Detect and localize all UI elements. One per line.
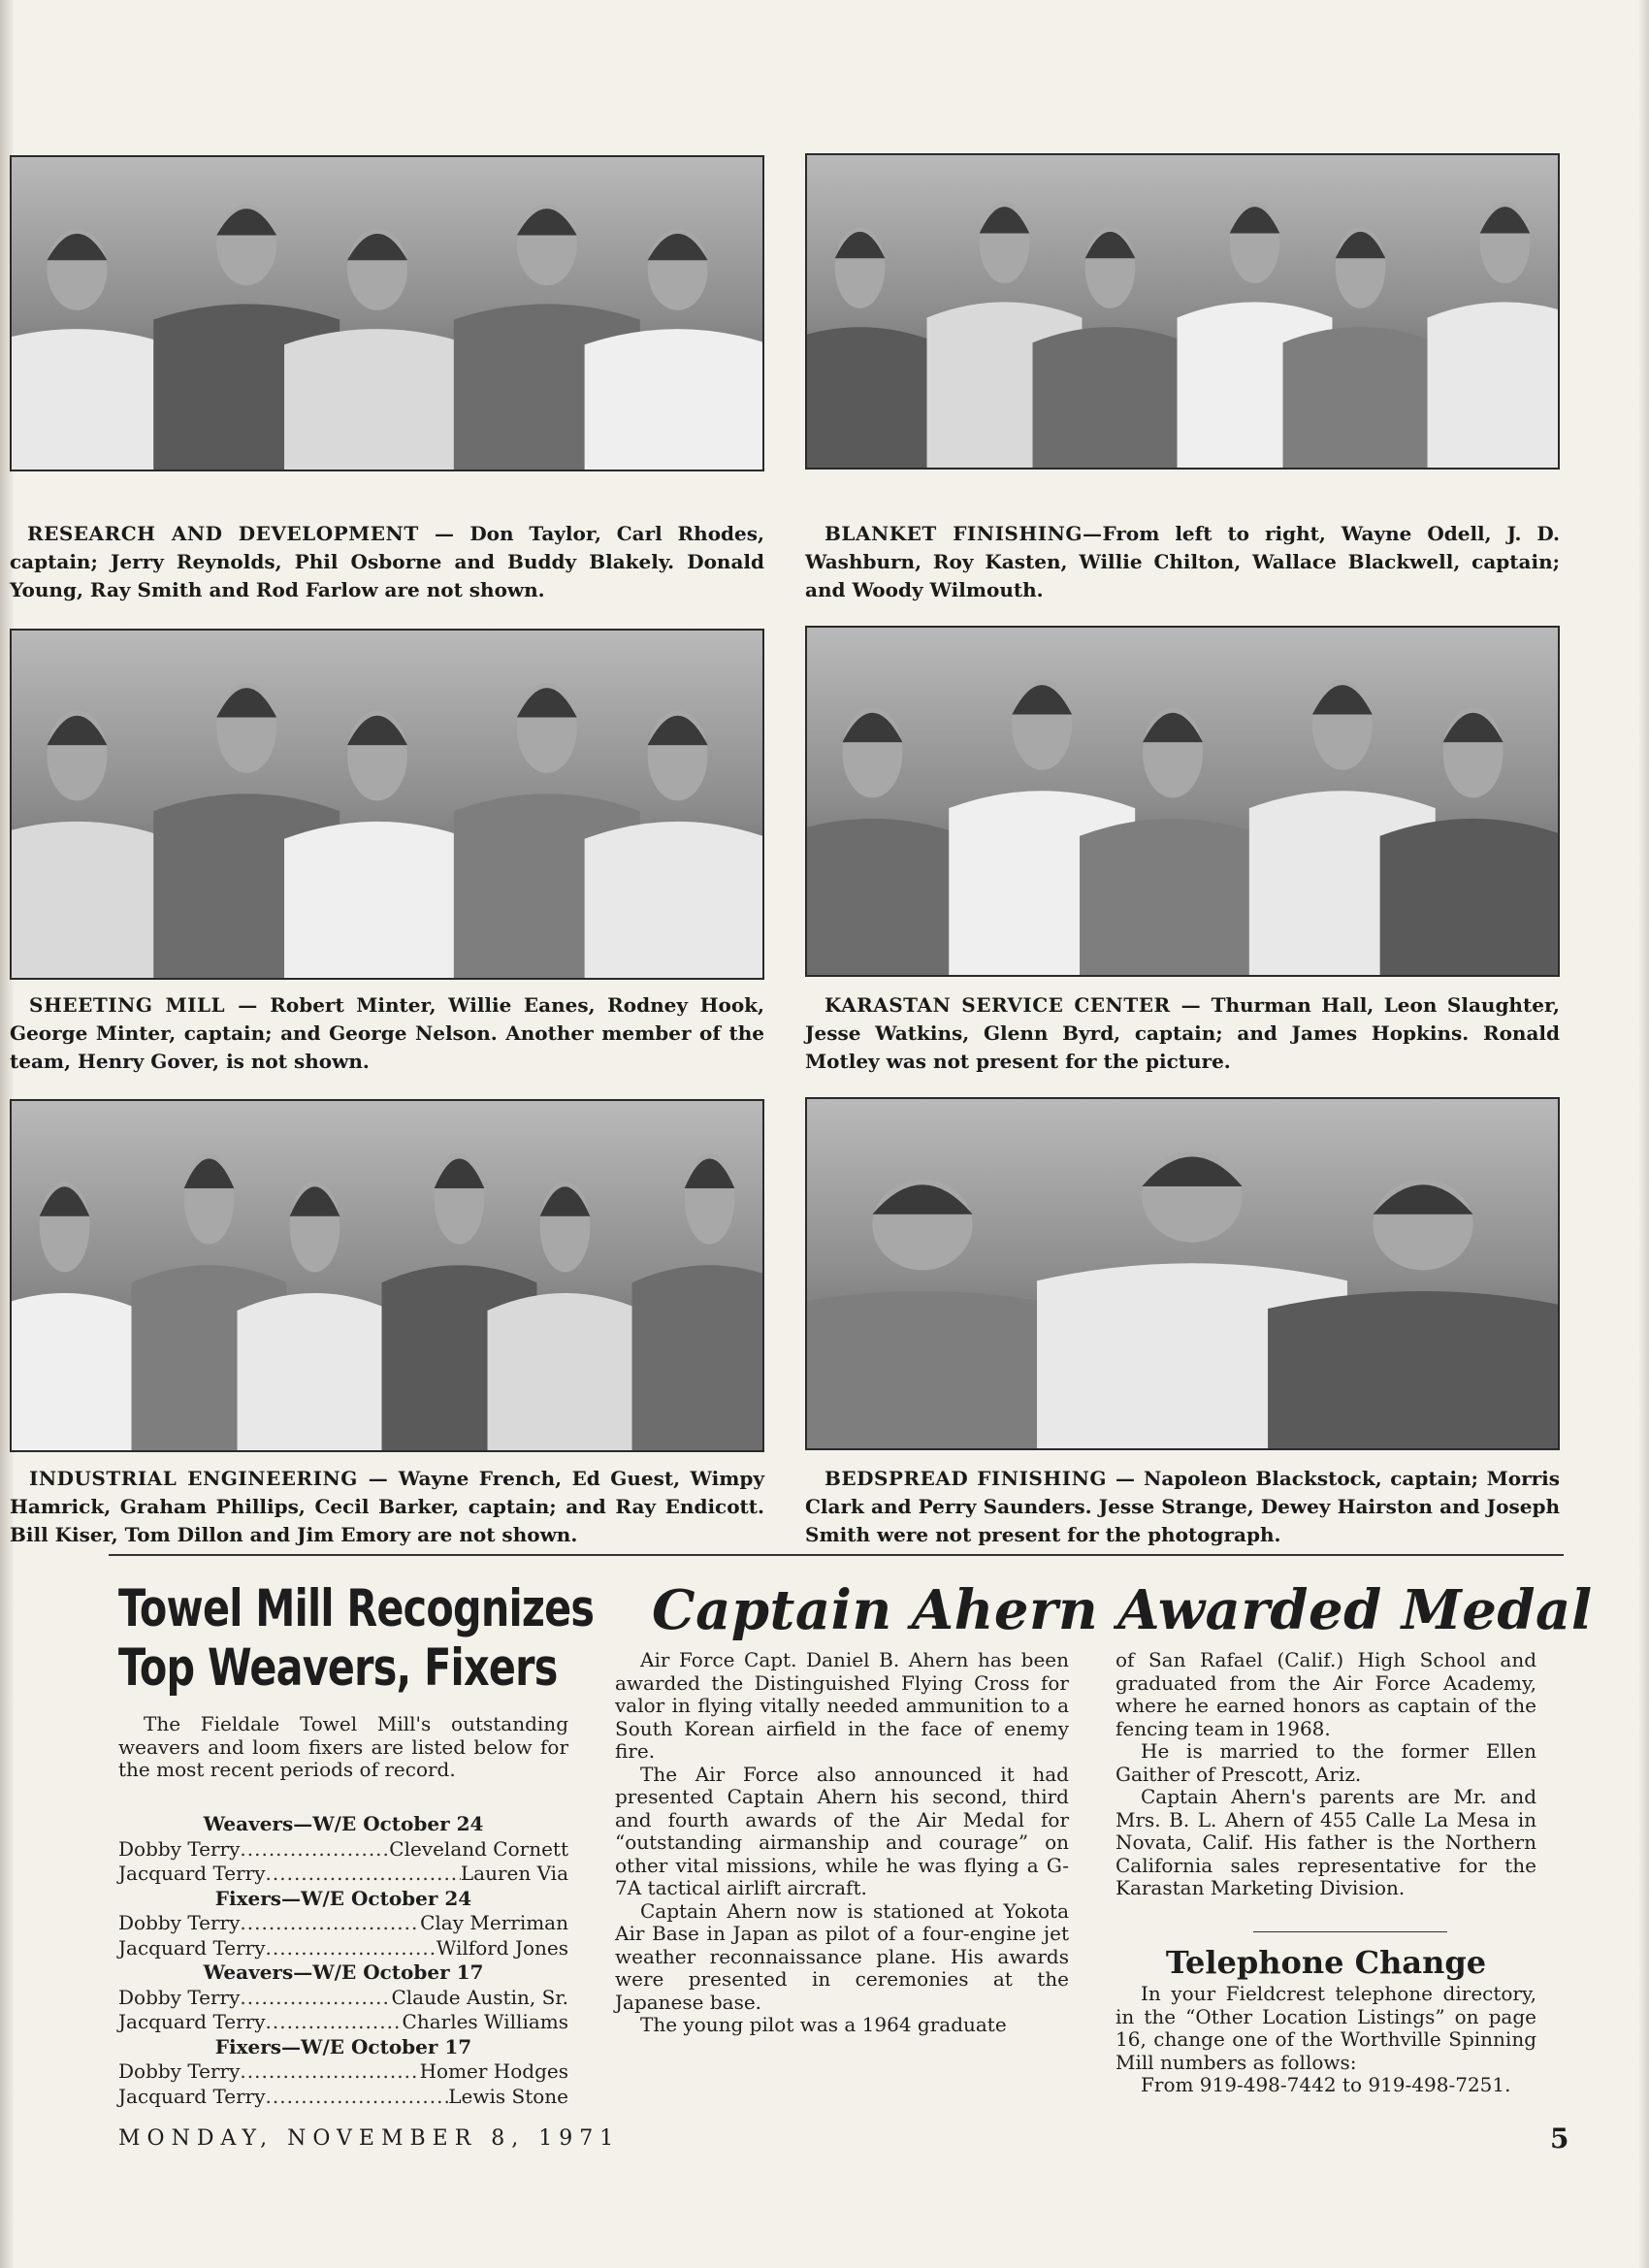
photo-industrial-engineering xyxy=(10,1099,764,1452)
group-photo-image xyxy=(12,1101,762,1450)
employee-name: Cleveland Cornett xyxy=(389,1836,568,1861)
listing-period-heading: Weavers—W/E October 24 xyxy=(203,1812,484,1835)
caption-head: RESEARCH AND DEVELOPMENT — xyxy=(27,522,455,545)
telephone-change-body xyxy=(1116,1983,1536,2097)
ahern-column-1 xyxy=(615,1649,1069,2037)
dot-leader xyxy=(266,1936,436,1961)
dot-leader xyxy=(266,2010,403,2035)
caption-research-and-development xyxy=(10,520,764,604)
employee-name: Lauren Via xyxy=(460,1862,568,1885)
photo-sheeting-mill xyxy=(10,629,764,980)
loom-type: Dobby Terry xyxy=(118,1985,241,2009)
caption-text: Wayne French, Ed Guest, Wimpy Hamrick, Graham Phillips, Cecil Barker, captain; and Ray Endicott. Bill Kiser, Tom Dillon and Jim Emory are not shown. xyxy=(10,1467,764,1546)
caption-head: BEDSPREAD FINISHING — xyxy=(824,1467,1136,1490)
group-photo-image xyxy=(12,631,762,978)
towel-mill-intro xyxy=(118,1713,568,1782)
ahern-column-2 xyxy=(1116,1649,1536,1900)
page-edge-right xyxy=(1639,0,1649,2268)
loom-type: Dobby Terry xyxy=(118,2059,241,2083)
caption-text: Don Taylor, Carl Rhodes, captain; Jerry Reynolds, Phil Osborne and Buddy Blakely. Donald Young, Ray Smith and Rod Farlow are not shown. xyxy=(10,522,764,601)
listing-period-heading: Fixers—W/E October 17 xyxy=(214,2034,472,2058)
article-paragraph: The young pilot was a 1964 graduate xyxy=(640,2013,1007,2036)
article-paragraph: The Air Force also announced it had presented Captain Ahern his second, third and fourth awards of the Air Medal for “outstanding airmanship and courage” on other vital missions, while he was flying a G-7A tactical airlift aircraft. xyxy=(615,1762,1069,1899)
listing-row xyxy=(118,1911,568,1936)
group-photo-image xyxy=(807,1099,1558,1448)
loom-type: Dobby Terry xyxy=(118,1911,241,1934)
article-paragraph: of San Rafael (Calif.) High School and graduated from the Air Force Academy, where he earned honors as captain of the fencing team in 1968. xyxy=(1116,1648,1536,1740)
listing-row xyxy=(118,1986,568,2011)
caption-bedspread-finishing xyxy=(805,1465,1560,1549)
section-divider xyxy=(109,1554,1564,1556)
caption-head: SHEETING MILL — xyxy=(29,993,258,1017)
caption-industrial-engineering xyxy=(10,1465,764,1549)
article-paragraph: He is married to the former Ellen Gaither of Prescott, Ariz. xyxy=(1116,1739,1536,1786)
listing-row xyxy=(118,2085,568,2110)
page-number: 5 xyxy=(1550,2122,1569,2155)
employee-name: Lewis Stone xyxy=(448,2084,568,2108)
listing-row xyxy=(118,2059,568,2085)
employee-name: Charles Williams xyxy=(402,2010,568,2033)
employee-name: Wilford Jones xyxy=(436,1935,568,1960)
caption-text: Thurman Hall, Leon Slaughter, Jesse Watkins, Glenn Byrd, captain; and James Hopkins. Ronald Motley was not present for the picture. xyxy=(805,993,1560,1073)
loom-type: Jacquard Terry xyxy=(118,2084,266,2108)
weavers-fixers-listing xyxy=(118,1812,568,2109)
employee-name: Claude Austin, Sr. xyxy=(391,1985,568,2009)
caption-head: BLANKET FINISHING— xyxy=(824,522,1103,545)
issue-date: MONDAY, NOVEMBER 8, 1971 xyxy=(118,2126,621,2151)
caption-karastan-service-center xyxy=(805,991,1560,1076)
photo-research-and-development xyxy=(10,155,764,471)
telephone-number-change: From 919-498-7442 to 919-498-7251. xyxy=(1141,2073,1511,2096)
listing-row xyxy=(118,2010,568,2035)
group-photo-image xyxy=(807,628,1558,975)
dot-leader xyxy=(266,2085,449,2110)
loom-type: Jacquard Terry xyxy=(118,1862,266,1885)
headline-line-2: Top Weavers, Fixers xyxy=(118,1638,558,1698)
telephone-text: In your Fieldcrest telephone directory, in the “Other Location Listings” on page 16, change one of the Worthville Spinning Mill numbers as follows: xyxy=(1116,1982,1536,2074)
photo-bedspread-finishing xyxy=(805,1097,1560,1450)
captain-ahern-headline: Captain Ahern Awarded Medal xyxy=(652,1578,1593,1642)
photo-blanket-finishing xyxy=(805,153,1560,470)
caption-sheeting-mill xyxy=(10,991,764,1076)
caption-text: Robert Minter, Willie Eanes, Rodney Hook, George Minter, captain; and George Nelson. Another member of the team, Henry Gover, is not shown. xyxy=(10,993,764,1073)
employee-name: Homer Hodges xyxy=(419,2059,568,2083)
listing-period-heading: Fixers—W/E October 24 xyxy=(214,1886,472,1910)
intro-paragraph: The Fieldale Towel Mill's outstanding weavers and loom fixers are listed below for the most recent periods of record. xyxy=(118,1712,568,1781)
article-paragraph: Captain Ahern now is stationed at Yokota Air Base in Japan as pilot of a four-engine jet weather reconnaissance plane. His awards were presented in ceremonies at the Japanese base. xyxy=(615,1898,1069,2014)
article-paragraph: Captain Ahern's parents are Mr. and Mrs. B. L. Ahern of 455 Calle La Mesa in Novata, Calif. His father is the Northern California sales representative for the Karastan Marketing Division. xyxy=(1116,1785,1536,1899)
loom-type: Jacquard Terry xyxy=(118,1935,266,1960)
loom-type: Jacquard Terry xyxy=(118,2010,266,2033)
dot-leader xyxy=(266,1862,461,1887)
dot-leader xyxy=(240,2059,419,2085)
photo-karastan-service-center xyxy=(805,626,1560,977)
caption-text: Napoleon Blackstock, captain; Morris Clark and Perry Saunders. Jesse Strange, Dewey Hairston and Joseph Smith were not present for the photograph. xyxy=(805,1467,1560,1546)
dot-leader xyxy=(240,1986,391,2011)
listing-row xyxy=(118,1837,568,1863)
listing-row xyxy=(118,1936,568,1961)
listing-row xyxy=(118,1862,568,1887)
listing-period-heading: Weavers—W/E October 17 xyxy=(203,1960,484,1984)
loom-type: Dobby Terry xyxy=(118,1836,241,1861)
dot-leader xyxy=(240,1911,420,1936)
caption-blanket-finishing xyxy=(805,520,1560,604)
headline-line-1: Towel Mill Recognizes xyxy=(118,1579,595,1638)
group-photo-image xyxy=(807,155,1558,468)
caption-text: From left to right, Wayne Odell, J. D. Washburn, Roy Kasten, Willie Chilton, Wallace Blackwell, captain; and Woody Wilmouth. xyxy=(805,522,1560,601)
caption-head: INDUSTRIAL ENGINEERING — xyxy=(29,1467,389,1490)
group-photo-image xyxy=(12,157,762,470)
employee-name: Clay Merriman xyxy=(420,1911,568,1934)
short-divider xyxy=(1253,1931,1447,1932)
article-paragraph: Air Force Capt. Daniel B. Ahern has been awarded the Distinguished Flying Cross for valor in flying vitally needed ammunition to a South Korean airfield in the face of enemy fire. xyxy=(615,1648,1069,1763)
dot-leader xyxy=(240,1837,389,1863)
towel-mill-headline xyxy=(118,1579,595,1698)
telephone-change-headline: Telephone Change xyxy=(1165,1944,1487,1981)
caption-head: KARASTAN SERVICE CENTER — xyxy=(824,993,1202,1017)
